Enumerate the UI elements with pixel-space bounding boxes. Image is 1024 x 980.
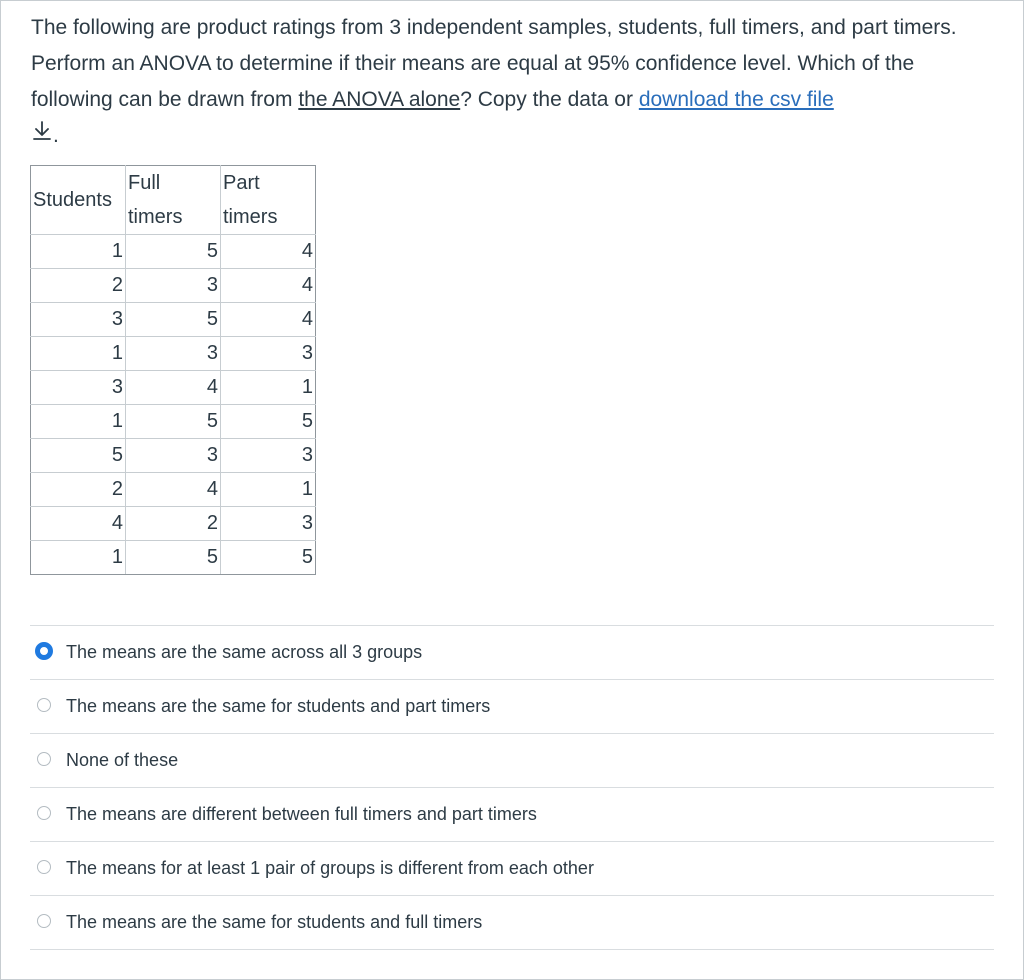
cell-full-timers: 4 (126, 371, 221, 405)
answer-label: The means are the same for students and part timers (66, 696, 491, 716)
cell-full-timers: 5 (126, 303, 221, 337)
header-part-timers: Part timers (221, 166, 316, 235)
ratings-table (30, 165, 316, 575)
cell-full-timers: 5 (126, 541, 221, 575)
cell-students: 1 (31, 337, 126, 371)
cell-part-timers: 1 (221, 473, 316, 507)
cell-students: 1 (31, 405, 126, 439)
header-full-timers: Full timers (126, 166, 221, 235)
answer-label: The means for at least 1 pair of groups is different from each other (66, 858, 594, 878)
cell-full-timers: 5 (126, 235, 221, 269)
cell-part-timers: 3 (221, 337, 316, 371)
table-row (31, 371, 316, 405)
question-underlined: the ANOVA alone (298, 88, 461, 111)
table-row (31, 541, 316, 575)
table-row (31, 269, 316, 303)
table-row (31, 303, 316, 337)
cell-full-timers: 3 (126, 269, 221, 303)
cell-part-timers: 5 (221, 405, 316, 439)
cell-part-timers: 4 (221, 235, 316, 269)
radio-unselected-icon[interactable] (37, 752, 51, 766)
table-row (31, 235, 316, 269)
answer-choices (30, 625, 994, 950)
cell-students: 1 (31, 235, 126, 269)
answer-label: The means are different between full timers and part timers (66, 804, 537, 824)
cell-students: 5 (31, 439, 126, 473)
header-students: Students (31, 166, 126, 235)
cell-full-timers: 4 (126, 473, 221, 507)
table-row (31, 507, 316, 541)
cell-students: 3 (31, 371, 126, 405)
cell-part-timers: 3 (221, 439, 316, 473)
table-row (31, 337, 316, 371)
radio-selected-icon[interactable] (35, 642, 53, 660)
cell-part-timers: 5 (221, 541, 316, 575)
radio-unselected-icon[interactable] (37, 914, 51, 928)
cell-full-timers: 3 (126, 337, 221, 371)
cell-students: 2 (31, 269, 126, 303)
cell-part-timers: 1 (221, 371, 316, 405)
answer-label: The means are the same across all 3 groups (66, 642, 423, 662)
answer-label: None of these (66, 750, 179, 770)
radio-unselected-icon[interactable] (37, 860, 51, 874)
question-text (31, 10, 1001, 154)
cell-full-timers: 2 (126, 507, 221, 541)
cell-full-timers: 5 (126, 405, 221, 439)
table-row (31, 439, 316, 473)
question-text-before: The following are product ratings from 3 independent samples, students, full timers, and part timers. Perform an ANOVA to determine if their means are equal at 95% confidence level. Which of the following can be drawn from (31, 16, 957, 111)
cell-part-timers: 3 (221, 507, 316, 541)
answer-option[interactable] (30, 896, 994, 950)
radio-unselected-icon[interactable] (37, 806, 51, 820)
answer-option[interactable] (30, 680, 994, 734)
cell-part-timers: 4 (221, 303, 316, 337)
answer-option[interactable] (30, 842, 994, 896)
answer-option[interactable] (30, 626, 994, 680)
cell-students: 2 (31, 473, 126, 507)
table-row (31, 405, 316, 439)
answer-option[interactable] (30, 734, 994, 788)
question-text-middle: ? Copy the data or (460, 88, 639, 111)
question-text-after: . (53, 124, 59, 147)
radio-unselected-icon[interactable] (37, 698, 51, 712)
cell-students: 1 (31, 541, 126, 575)
cell-part-timers: 4 (221, 269, 316, 303)
download-arrow-icon[interactable] (31, 118, 53, 154)
table-row (31, 473, 316, 507)
answer-label: The means are the same for students and full timers (66, 912, 483, 932)
cell-full-timers: 3 (126, 439, 221, 473)
answer-option[interactable] (30, 788, 994, 842)
cell-students: 4 (31, 507, 126, 541)
table-header-row (31, 166, 316, 235)
download-csv-link[interactable]: download the csv file (638, 88, 834, 111)
cell-students: 3 (31, 303, 126, 337)
